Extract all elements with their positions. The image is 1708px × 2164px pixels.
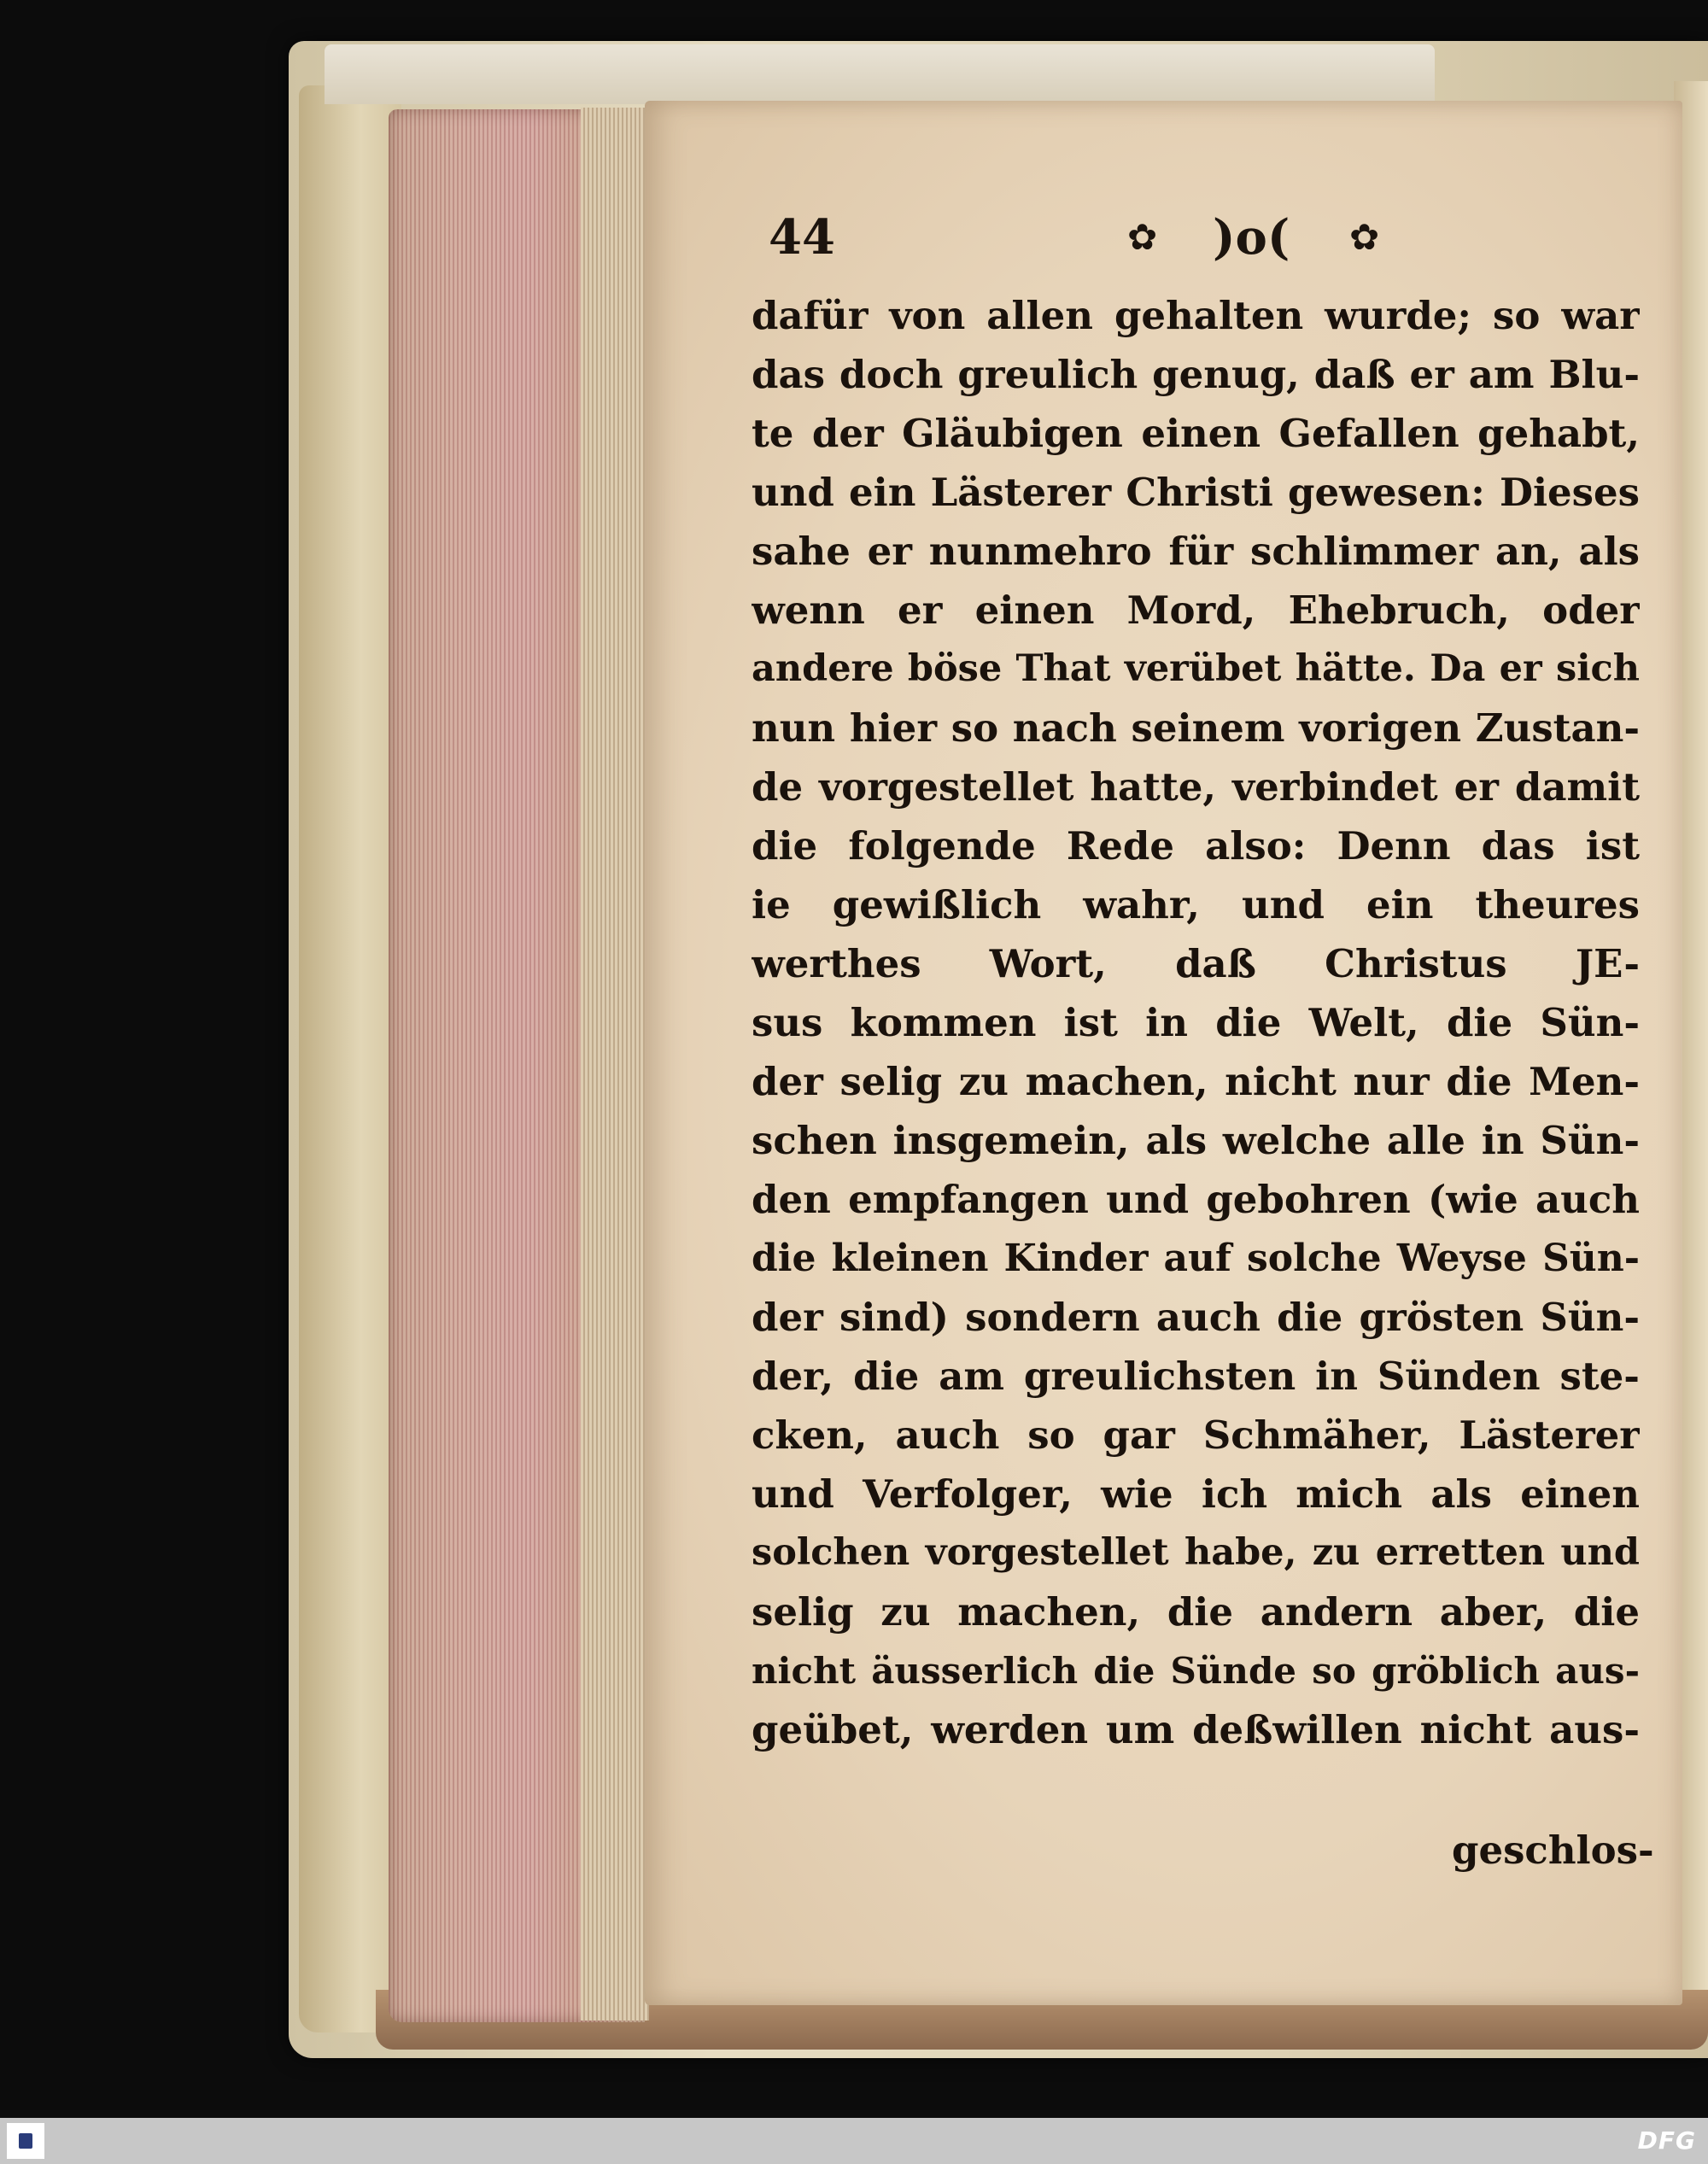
- header-ornament: )o(: [1213, 209, 1290, 266]
- text-line: te der Gläubigen einen Gefallen gehabt,: [752, 411, 1640, 456]
- flower-ornament-icon: ✿: [1127, 216, 1158, 258]
- body-text: [752, 286, 1640, 1759]
- text-line: schen insgemein, als welche alle in Sün-: [752, 1118, 1640, 1163]
- page-header: [769, 209, 1401, 278]
- text-line: geübet, werden um deßwillen nicht aus-: [752, 1707, 1640, 1752]
- text-line: sahe er nunmehro für schlimmer an, als: [752, 529, 1640, 574]
- text-line: nun hier so nach seinem vorigen Zustan-: [752, 705, 1640, 751]
- text-line: werthes Wort, daß Christus JE-: [752, 941, 1640, 986]
- text-line: andere böse That verübet hätte. Da er sich: [752, 647, 1640, 690]
- text-line: selig zu machen, die andern aber, die: [752, 1589, 1640, 1635]
- text-line: den empfangen und gebohren (wie auch: [752, 1177, 1640, 1222]
- text-line: solchen vorgestellet habe, zu erretten und: [752, 1531, 1640, 1574]
- text-line: der sind) sondern auch die grösten Sün-: [752, 1295, 1640, 1340]
- crest-mark: [19, 2133, 32, 2149]
- catchword: geschlos-: [1452, 1828, 1654, 1873]
- text-line: das doch greulich genug, daß er am Blu-: [752, 352, 1640, 397]
- text-line: ie gewißlich wahr, und ein theures: [752, 882, 1640, 927]
- library-crest-icon: [7, 2123, 44, 2159]
- text-line: der, die am greulichsten in Sünden ste-: [752, 1354, 1640, 1399]
- text-line: nicht äusserlich die Sünde so gröblich aus-: [752, 1650, 1640, 1692]
- dfg-logo: DFG: [1637, 2126, 1696, 2155]
- text-line: und ein Lästerer Christi gewesen: Dieses: [752, 470, 1640, 515]
- text-line: der selig zu machen, nicht nur die Men-: [752, 1059, 1640, 1104]
- text-line: sus kommen ist in die Welt, die Sün-: [752, 1000, 1640, 1045]
- text-line: die folgende Rede also: Denn das ist: [752, 823, 1640, 869]
- text-line: und Verfolger, wie ich mich als einen: [752, 1471, 1640, 1517]
- viewer-footer: [0, 2118, 1708, 2164]
- binding-spine: [299, 85, 401, 2032]
- text-line: de vorgestellet hatte, verbindet er damit: [752, 764, 1640, 810]
- text-line: dafür von allen gehalten wurde; so war: [752, 293, 1640, 338]
- binding-top-edge: [325, 44, 1435, 104]
- text-line: wenn er einen Mord, Ehebruch, oder: [752, 588, 1640, 633]
- flower-ornament-icon: ✿: [1349, 216, 1380, 258]
- text-line: cken, auch so gar Schmäher, Lästerer: [752, 1412, 1640, 1458]
- page-number: 44: [769, 209, 835, 266]
- text-line: die kleinen Kinder auf solche Weyse Sün-: [752, 1237, 1640, 1280]
- page-stack: [581, 108, 649, 2021]
